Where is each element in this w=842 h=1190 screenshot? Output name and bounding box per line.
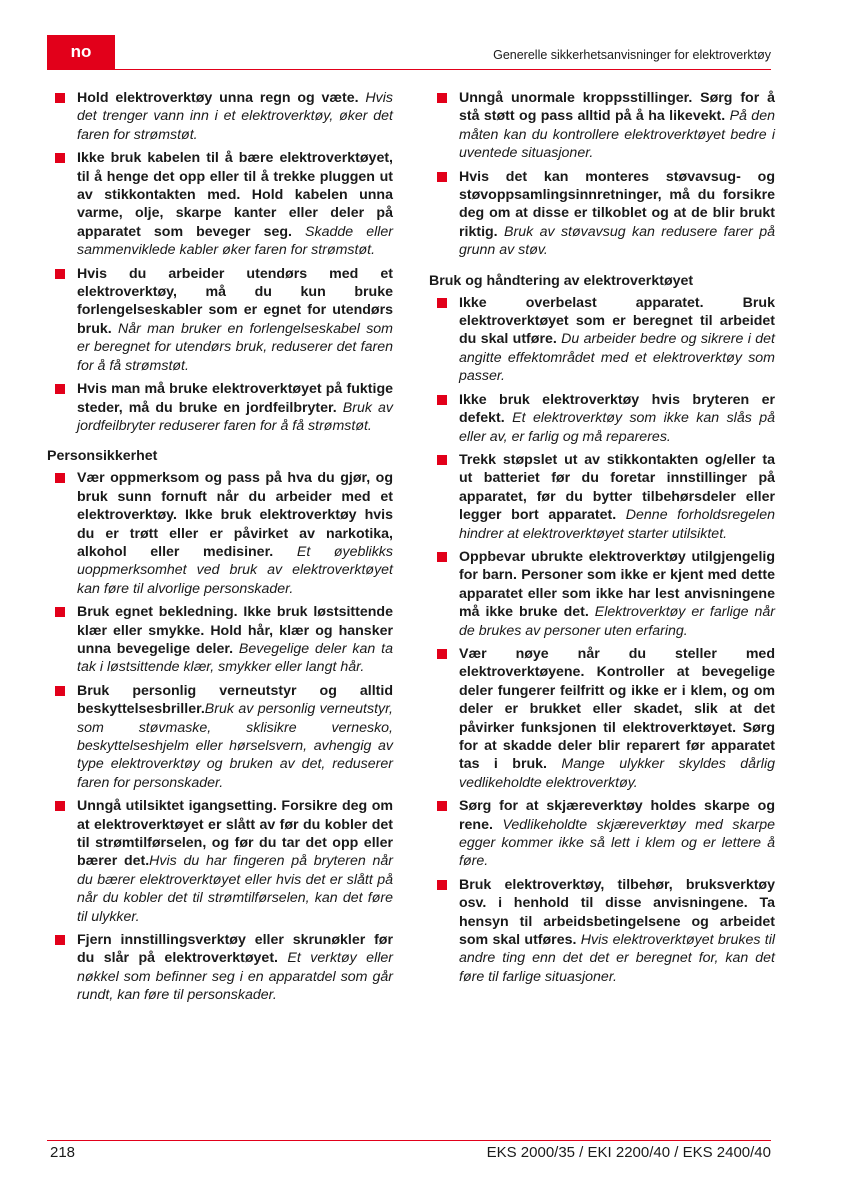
bullet-square-icon [437, 298, 447, 308]
bullet-square-icon [437, 880, 447, 890]
electrical-safety-list [47, 89, 393, 435]
bullet-square-icon [437, 172, 447, 182]
bullet-square-icon [437, 649, 447, 659]
bullet-square-icon [55, 607, 65, 617]
bullet-square-icon [437, 801, 447, 811]
bullet-square-icon [55, 473, 65, 483]
bullet-square-icon [55, 686, 65, 696]
tool-handling-list [429, 294, 775, 987]
list-item: Ikke bruk kabelen til å bære elektroverktøyet, til å henge det opp eller til å trekke pluggen ut av stikkontakten med. Hold kabelen unna varme, olje, skarpe kanter eller deler på apparatet som beveger seg. Skadde eller sammenviklede kabler øker faren for strømstøt. [47, 149, 393, 259]
list-item: Oppbevar ubrukte elektroverktøy utilgjengelig for barn. Personer som ikke er kjent med dette apparatet eller som ikke har lest anvisningene må ikke bruke det. Elektroverktøy er farlige når de brukes av personer uten erfaring. [429, 548, 775, 640]
bullet-square-icon [55, 93, 65, 103]
list-item: Ikke bruk elektroverktøy hvis bryteren er defekt. Et elektroverktøy som ikke kan slås på eller av, er farlig og må repareres. [429, 391, 775, 446]
list-item: Vær oppmerksom og pass på hva du gjør, og bruk sunn fornuft når du arbeider med et elektroverktøy. Ikke bruk elektroverktøy hvis du er trøtt eller er påvirket av narkotika, alkohol eller medisiner. Et øyeblikks uoppmerksomhet ved bruk av elektroverktøyet kan føre til alvorlige personskader. [47, 469, 393, 598]
list-item: Unngå utilsiktet igangsetting. Forsikre deg om at elektroverktøyet er slått av før du kobler det til strømtilførselen, og før du tar det opp eller bærer det.Hvis du har fingeren på bryteren når du bærer elektroverktøyet eller hvis det er slått på når du kobler det til strømtilførselen, kan det føre til ulykker. [47, 797, 393, 926]
bullet-square-icon [437, 455, 447, 465]
list-item: Vær nøye når du steller med elektroverktøyene. Kontroller at bevegelige deler fungerer feilfritt og ikke er i klem, og om deler er brukket eller skadet, slik at det påvirker funksjonen til elektroverktøyet. Sørg for at skadde deler blir reparert før apparatet tas i bruk. Mange ulykker skyldes dårlig vedlikeholdte elektroverktøy. [429, 645, 775, 792]
list-item: Ikke overbelast apparatet. Bruk elektroverktøyet som er beregnet til arbeidet du skal utføre. Du arbeider bedre og sikrere i det angitte effektområdet med et elektroverktøy som passer. [429, 294, 775, 386]
page-header-title: Generelle sikkerhetsanvisninger for elektroverktøy [493, 48, 771, 62]
list-item: Unngå unormale kroppsstillinger. Sørg for å stå støtt og pass alltid på å ha likevekt. På den måten kan du kontrollere elektroverktøyet bedre i uventede situasjoner. [429, 89, 775, 163]
section-heading-tool-handling: Bruk og håndtering av elektroverktøyet [429, 272, 694, 289]
language-tab: no [47, 35, 115, 69]
personal-safety-continued-list [429, 89, 775, 260]
left-column [47, 89, 393, 1010]
bullet-square-icon [55, 935, 65, 945]
list-item: Trekk støpslet ut av stikkontakten og/eller ta ut batteriet før du foretar innstillinger på apparatet, før du bytter tilbehørsdeler eller legger bort apparatet. Denne forholdsregelen hindrer at elektroverktøyet starter utilsiktet. [429, 451, 775, 543]
model-reference: EKS 2000/35 / EKI 2200/40 / EKS 2400/40 [486, 1144, 771, 1161]
bullet-square-icon [55, 153, 65, 163]
bullet-square-icon [437, 395, 447, 405]
list-item: Hold elektroverktøy unna regn og væte. Hvis det trenger vann inn i et elektroverktøy, øker det faren for strømstøt. [47, 89, 393, 144]
bullet-square-icon [437, 552, 447, 562]
list-item: Bruk elektroverktøy, tilbehør, bruksverktøy osv. i henhold til disse anvisningene. Ta hensyn til arbeidsbetingelsene og arbeidet som skal utføres. Hvis elektroverktøyet brukes til andre ting enn det det er beregnet for, kan det føre til farlige situasjoner. [429, 876, 775, 986]
list-item: Hvis det kan monteres støvavsug- og støvoppsamlingsinnretninger, må du forsikre deg om at disse er tilkoblet og at de blir brukt riktig. Bruk av støvavsug kan redusere farer på grunn av støv. [429, 168, 775, 260]
right-column [429, 89, 775, 991]
list-item: Hvis du arbeider utendørs med et elektroverktøy, må du kun bruke forlengelseskabler som er egnet for utendørs bruk. Når man bruker en forlengelseskabel som er beregnet for utendørs bruk, reduserer det faren for å få strømstøt. [47, 265, 393, 375]
header-divider [47, 69, 771, 70]
list-item: Bruk personlig verneutstyr og alltid beskyttelsesbriller.Bruk av personlig verneutstyr, som støvmaske, sklisikre vernesko, beskyttelseshjelm eller hørselsvern, avhengig av type elektroverktøy og bruken av det, reduserer faren for personskader. [47, 682, 393, 792]
list-item: Hvis man må bruke elektroverktøyet på fuktige steder, må du bruke en jordfeilbryter. Bruk av jordfeilbryter reduserer faren for å få strømstøt. [47, 380, 393, 435]
page-number: 218 [50, 1144, 76, 1161]
bullet-square-icon [55, 384, 65, 394]
footer-divider [47, 1140, 771, 1141]
personal-safety-list [47, 469, 393, 1004]
bullet-square-icon [55, 269, 65, 279]
list-item: Fjern innstillingsverktøy eller skrunøkler før du slår på elektroverktøyet. Et verktøy eller nøkkel som befinner seg i en apparatdel som går rundt, kan føre til personskader. [47, 931, 393, 1005]
list-item: Bruk egnet bekledning. Ikke bruk løstsittende klær eller smykke. Hold hår, klær og hansker unna bevegelige deler. Bevegelige deler kan ta tak i løstsittende klær, smykker eller langt hår. [47, 603, 393, 677]
bullet-square-icon [437, 93, 447, 103]
bullet-square-icon [55, 801, 65, 811]
section-heading-personal-safety: Personsikkerhet [47, 448, 158, 465]
list-item: Sørg for at skjæreverktøy holdes skarpe og rene. Vedlikeholdte skjæreverktøy med skarpe egger kommer ikke så lett i klem og er lettere å føre. [429, 797, 775, 871]
